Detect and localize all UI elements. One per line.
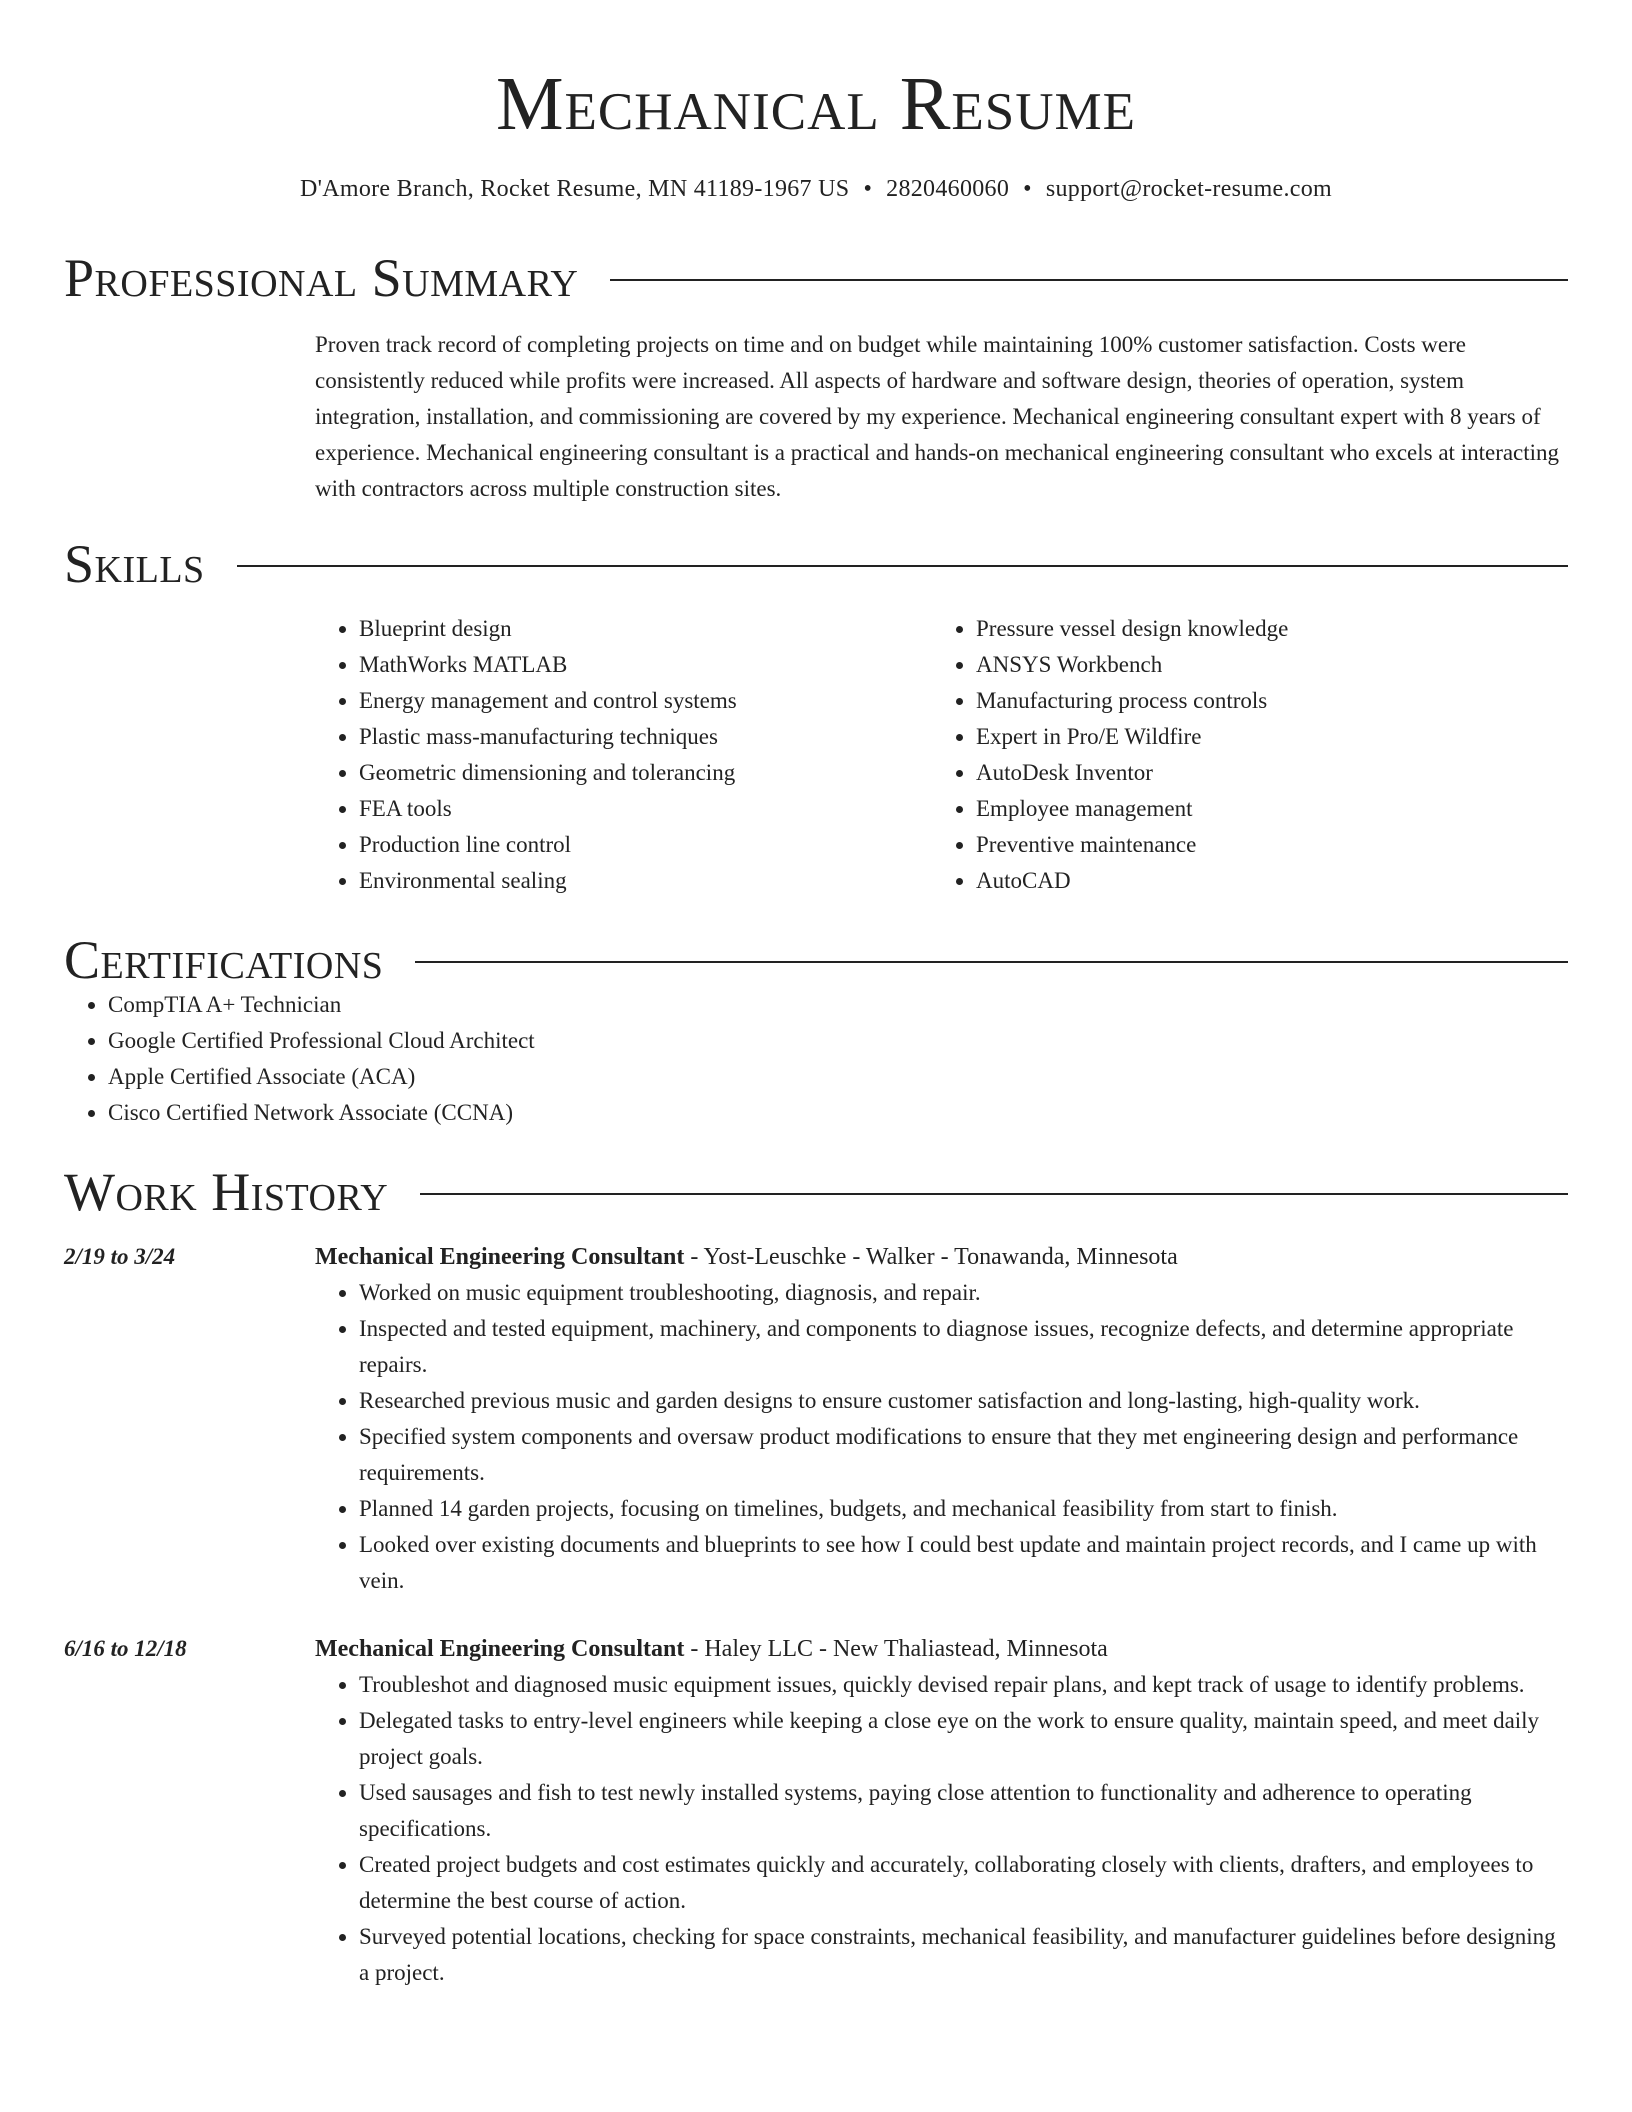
job-entry xyxy=(64,1631,1568,1991)
job-dates: 2/19 to 3/24 xyxy=(64,1244,176,1269)
certifications-section-title: Certifications xyxy=(64,930,384,990)
skills-section-header xyxy=(64,534,1568,594)
job-bullets xyxy=(315,1275,1568,1599)
section-divider xyxy=(237,565,1568,567)
job-bullet: • Researched previous music and garden designs to ensure customer satisfaction and long-lasting, high-quality work. xyxy=(359,1383,1568,1419)
summary-text: Proven track record of completing projects on time and on budget while maintaining 100% customer satisfaction. Costs were consistently reduced while profits were increased. All aspects of hardware and software design, theories of operation, system integration, installation, and commissioning are covered by my experience. Mechanical engineering consultant expert with 8 years of experience. Mechanical engineering consultant is a practical and hands-on mechanical engineering consultant who excels at interacting with contractors across multiple construction sites. xyxy=(315,332,1560,501)
job-bullet: • Looked over existing documents and blueprints to see how I could best update and maintain project records, and I came up with vein. xyxy=(359,1527,1568,1599)
skill-item: • Expert in Pro/E Wildfire xyxy=(976,719,1568,755)
job-title: Mechanical Engineering Consultant xyxy=(315,1636,685,1662)
work-section-title: Work History xyxy=(64,1162,389,1222)
skill-item: • Employee management xyxy=(976,791,1568,827)
job-bullet: • Planned 14 garden projects, focusing on timelines, budgets, and mechanical feasibility from start to finish. xyxy=(359,1491,1568,1527)
job-dates: 6/16 to 12/18 xyxy=(64,1636,187,1661)
skill-item: • Production line control xyxy=(359,827,932,863)
skill-item: • Pressure vessel design knowledge xyxy=(976,611,1568,647)
job-bullet: • Specified system components and oversaw product modifications to ensure that they met engineering design and performance requirements. xyxy=(359,1419,1568,1491)
skill-item: • Blueprint design xyxy=(359,611,932,647)
job-title: Mechanical Engineering Consultant xyxy=(315,1244,685,1270)
skills-section-title: Skills xyxy=(64,534,205,594)
certifications-section-header xyxy=(64,930,1568,990)
skill-item: • MathWorks MATLAB xyxy=(359,647,932,683)
job-employer: - Yost-Leuschke - Walker - Tonawanda, Minnesota xyxy=(684,1244,1178,1270)
job-bullet: • Delegated tasks to entry-level engineers while keeping a close eye on the work to ensure quality, maintain speed, and meet daily project goals. xyxy=(359,1703,1568,1775)
job-employer: - Haley LLC - New Thaliastead, Minnesota xyxy=(684,1636,1108,1662)
job-entry xyxy=(64,1239,1568,1599)
contact-line xyxy=(64,176,1568,203)
skill-item: • Environmental sealing xyxy=(359,863,932,899)
contact-email: support@rocket-resume.com xyxy=(1045,176,1333,202)
job-bullet: • Created project budgets and cost estimates quickly and accurately, collaborating closely with clients, drafters, and employees to determine the best course of action. xyxy=(359,1847,1568,1919)
skills-list xyxy=(315,611,1568,899)
contact-separator: • xyxy=(863,176,873,202)
job-heading xyxy=(315,1631,1568,1667)
skill-item: • AutoCAD xyxy=(976,863,1568,899)
certification-item: • Google Certified Professional Cloud Architect xyxy=(108,1023,1568,1059)
summary-section-title: Professional Summary xyxy=(64,248,579,308)
job-details xyxy=(315,1239,1568,1599)
skills-column-right xyxy=(932,611,1568,899)
contact-address: D'Amore Branch, Rocket Resume, MN 41189-1967 US xyxy=(299,176,850,202)
job-bullet: • Surveyed potential locations, checking for space constraints, mechanical feasibility, and manufacturer guidelines before designing a project. xyxy=(359,1919,1568,1991)
job-bullet: • Inspected and tested equipment, machinery, and components to diagnose issues, recognize defects, and determine appropriate repairs. xyxy=(359,1311,1568,1383)
job-bullet: • Used sausages and fish to test newly installed systems, paying close attention to functionality and adherence to operating specifications. xyxy=(359,1775,1568,1847)
section-divider xyxy=(415,961,1568,963)
skill-item: • Geometric dimensioning and tolerancing xyxy=(359,755,932,791)
certification-item: • Apple Certified Associate (ACA) xyxy=(108,1059,1568,1095)
job-bullets xyxy=(315,1667,1568,1991)
contact-separator: • xyxy=(1023,176,1032,202)
section-divider xyxy=(420,1193,1568,1195)
certification-item: • CompTIA A+ Technician xyxy=(108,987,1568,1023)
job-details xyxy=(315,1631,1568,1991)
skill-item: • AutoDesk Inventor xyxy=(976,755,1568,791)
skills-column-left xyxy=(315,611,932,899)
skill-item: • Energy management and control systems xyxy=(359,683,932,719)
certifications-list xyxy=(64,987,1568,1131)
skill-item: • Plastic mass-manufacturing techniques xyxy=(359,719,932,755)
skill-item: • FEA tools xyxy=(359,791,932,827)
work-section-header xyxy=(64,1162,1568,1222)
section-divider xyxy=(610,279,1568,281)
job-heading xyxy=(315,1239,1568,1275)
certification-item: • Cisco Certified Network Associate (CCNA) xyxy=(108,1095,1568,1131)
resume-name: Mechanical Resume xyxy=(495,62,1137,146)
contact-phone: 2820460060 xyxy=(886,176,1010,202)
job-bullet: • Troubleshot and diagnosed music equipment issues, quickly devised repair plans, and kept track of usage to identify problems. xyxy=(359,1667,1568,1703)
skill-item: • Manufacturing process controls xyxy=(976,683,1568,719)
skill-item: • ANSYS Workbench xyxy=(976,647,1568,683)
skill-item: • Preventive maintenance xyxy=(976,827,1568,863)
job-bullet: • Worked on music equipment troubleshooting, diagnosis, and repair. xyxy=(359,1275,1568,1311)
summary-section-header xyxy=(64,248,1568,308)
